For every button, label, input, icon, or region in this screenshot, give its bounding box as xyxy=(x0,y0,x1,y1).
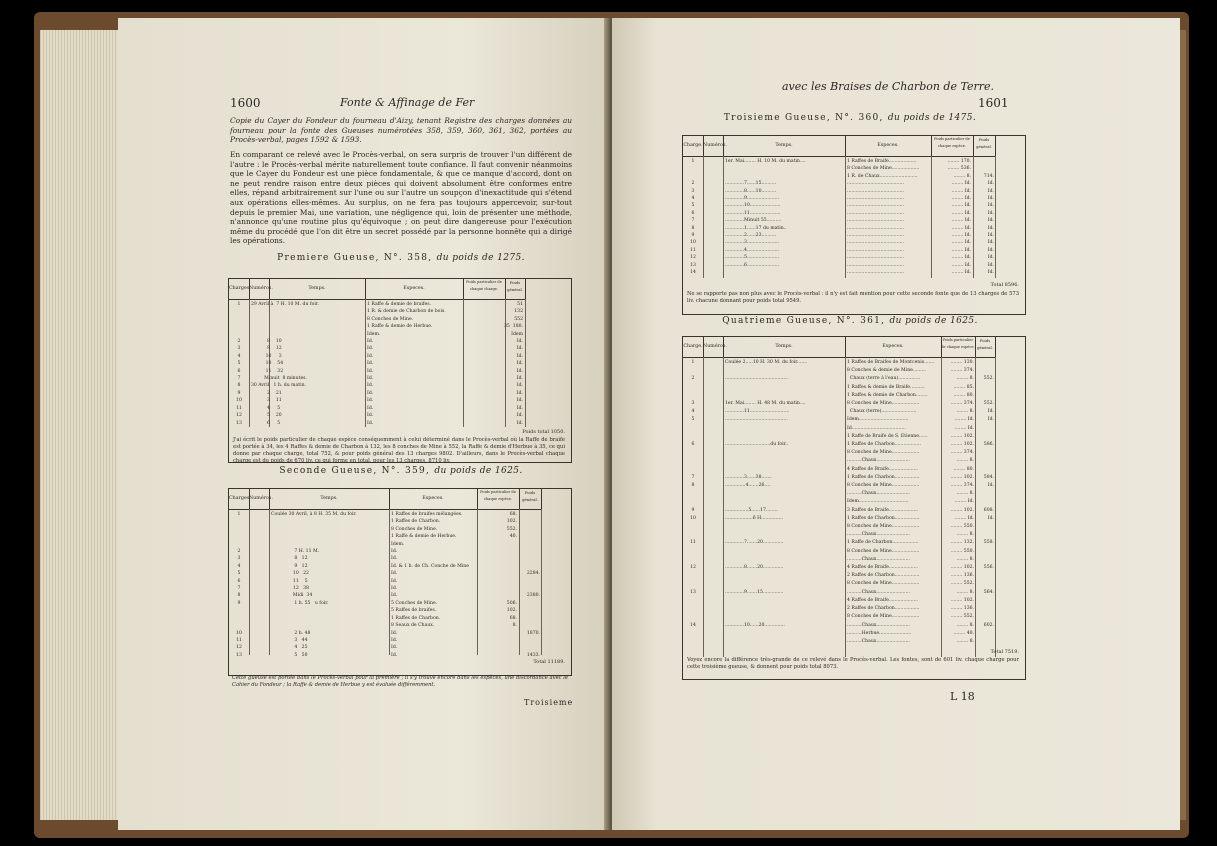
gueuse1-title xyxy=(230,253,572,263)
poids-column: ........ 130. ........ 374. ........ 8. ........ 85. ........ 80. ........ 374. ........ 8. ........ Id. ........ Id. ........ 102. ........ 102. ........ 374. ........ 8. ........ 80. ........ 102. ........ 374. ........ 8. ........ Id. ........ 102. ........ Id. ........ 550. ........ 8. ........ 132. ........ 550. ........ 8. ........ 102. ........ 136. ........ 552. ........ 8. ........ 102. ........ 136. ........ 552. ........ 8. ........ 40. ........ 8. xyxy=(950,360,974,644)
gueuse3-table xyxy=(682,135,1026,315)
temps-column: Coulée 2.....10 H. 30 M. du foir....... ........................................... 1er. Mai........ H. 48 M. du matin.... .............11........................... ........................................... ...............................du foir.. .............3......38....... ..............4.......26.... ................5......17........ ...................6 H............... .............7.......20.............. .............8.......20.............. .............9.......15.............. .............10......20.............. xyxy=(725,360,808,628)
col-header: Especes. xyxy=(389,489,478,510)
gueuse2-title-text: Seconde Gueuse, N°. 359, xyxy=(279,466,431,476)
gueuse1-note: J'ai écrit le poids particulier de chaque espèce conséquemment à celui déterminé dans le Procès-verbal où la Raffe de braife est portée à 34, les 4 Raffes & demie de Charbon à 132, les 8 conches de Mine à 552, la Raffe & demie d'Herbue à 35, ce qui donne par chaque charge, total 752, & pour poids général des 13 charges 9802. D'ailleurs, dans le Procès-verbal chaque charge est du poids de 670 liv. ce qui forme en total, pour les 13 charges, 8710 liv. xyxy=(233,437,565,464)
gueuse4-title-text: Quatrieme Gueuse, N°. 361, xyxy=(722,316,886,326)
poids-column: 68. 102. 552. 40. 506. 102. 68. 8. xyxy=(506,512,517,629)
col-header: Poids général. xyxy=(973,136,996,157)
col-header: Poids particulier de chaque espèce. xyxy=(941,337,976,358)
right-page xyxy=(612,18,1180,830)
gueuse3-title xyxy=(680,113,1020,123)
general-column: 714. Id. Id. Id. Id. Id. Id. Id. Id. Id. Id. Id. Id. Id. xyxy=(983,173,994,276)
col-divider xyxy=(525,299,526,427)
general-column: 2284. 2380. 1870. 1433. xyxy=(526,571,540,658)
left-page xyxy=(118,18,610,830)
col-header: Especes. xyxy=(845,136,932,157)
col-header: Charges. xyxy=(229,489,250,510)
col-divider xyxy=(995,156,996,278)
col-divider xyxy=(541,509,542,655)
page-edges xyxy=(40,30,120,820)
col-header: Numéros. xyxy=(703,337,724,358)
gueuse3-note: Ne se rapporte pas non plus avec le Procès-verbal : il n'y est fait mention pour cette seconde fonte que de 13 charges de 573 liv. chacune donnant pour poids total 9549. xyxy=(687,291,1019,304)
catchword: Troisieme xyxy=(524,698,574,707)
col-divider xyxy=(931,156,932,278)
col-header: Temps. xyxy=(723,136,846,157)
col-header: Charges. xyxy=(229,279,250,300)
col-divider xyxy=(365,299,366,427)
gueuse1-weight: du poids de 1275. xyxy=(436,253,525,263)
col-divider xyxy=(477,509,478,655)
gueuse2-table xyxy=(228,488,572,676)
gueuse3-total: Total 8596. xyxy=(990,282,1019,288)
col-header: Poids général. xyxy=(505,279,526,300)
col-divider xyxy=(703,357,704,657)
especes-column: 1 Raffes de braifes mélangées. 1 Raffes de Charbon. 8 Conches de Mine. 1 Raffe & demie de Herbue. Idem. Id. Id. Id. & 1 h. de Ch. Conche de Mine Id. Id. Id. Id. 5 Conches de Mine. 5 Raffes de braifes. 1 Raffes de Charbon. 8 Seaux de Chaux. Id. Id. Id. Id. xyxy=(391,512,469,658)
col-divider xyxy=(463,299,464,427)
gueuse3-title-text: Troisieme Gueuse, N°. 360, xyxy=(723,113,884,123)
especes-column: 1 Raffes de Braifes de Montcenis....... 8 Conches & demie de Mine......... Chaux (terre à l'eau)............... 1 Raffes & demie de Braife.......... 1 Raffes & demie de Charbon........ 8 Conches de Mine................... Chaux (terre)........................ Idem.................................. Id..................................... 1 Raffe de Braife de S. Etienne...... 1 Raffes de Charbon.................. 8 Conches de Mine................... ..........Chaux....................... 4 Raffes de Braife.................... 1 Raffes de Charbon................. 8 Conches de Mine................... ..........Chaux....................... Idem.................................. 3 Raffes de Braife.................... 1 Raffes de Charbon................. 8 Conches de Mine................... ..........Chaux....................... 1 Raffe de Charbon.................. 8 Conches de Mine................... ..........Chaux....................... 4 Raffes de Braife.................... 2 Raffes de Charbon................. 8 Conches de Mine................... ..........Chaux....................... 4 Raffes de Braife.................... 2 Raffes de Charbon................. 8 Conches de Mine................... ..........Chaux....................... ..........Herbue...................... ..........Chaux....................... xyxy=(847,360,935,644)
col-header: Poids particulier de chaque espèce. xyxy=(931,136,974,157)
gueuse4-title xyxy=(680,316,1020,326)
gueuse2-title xyxy=(230,466,572,476)
gueuse4-weight: du poids de 1625. xyxy=(889,316,978,326)
especes-column: 1 Raffes de Braife................... 8 Conches de Mine................... 1 R. de Chaux.......................... ....................................... ....................................... ....................................... ....................................... ....................................... ....................................... ....................................... ....................................... ....................................... ....................................... ....................................... ....................................... ....................................... xyxy=(847,159,920,276)
signature-mark: L 18 xyxy=(950,690,975,703)
general-column: 552. 552. Id. Id. 586. 584. Id. 608. Id. 558. 556. 564. 602. xyxy=(983,376,994,628)
temps-column: 1er. Mai........ H. 10 M. du matin.... .............7......15.......... .............8......10.......... .............9...................... .............10..................... .............11..................... .............Minuit 55.......... .............1......17 du matin.. .............2......23.......... .............3...................... .............4...................... .............5...................... .............6...................... xyxy=(725,159,806,268)
col-header: Numéros. xyxy=(703,136,724,157)
col-header: Numéros. xyxy=(249,489,270,510)
poids-column: 51 132 552 35 180. Idem Id. Id. Id. Id. Id. Id. Id. Id. Id. Id. Id. Id. xyxy=(504,302,523,426)
col-divider xyxy=(995,357,996,657)
page-number: 1601 xyxy=(978,96,1009,110)
col-header: Numéros. xyxy=(249,279,270,300)
charge-numbers: 1 2 3 4 5 6 7 8 9 10 11 12 13 xyxy=(236,512,242,658)
copie-paragraph: Copie du Cayer du Fondeur du fourneau d'Aizy, tenant Registre des charges données au fourneau pour la fonte des Gueuses numérotées 358, 359, 360, 361, 362, portées au Procès-verbal, pages 1592 & 1593. xyxy=(230,116,572,145)
gueuse1-title-text: Premiere Gueuse, N°. 358, xyxy=(277,253,433,263)
gueuse4-note: Voyez encore la différence très-grande de ce relevé dans le Procès-verbal. Les fontes, sont de 601 liv. chaque charge pour cette troisième gueuse, & donnent pour poids total 8073. xyxy=(687,657,1019,670)
col-divider xyxy=(845,357,846,657)
col-divider xyxy=(703,156,704,278)
col-header: Poids général. xyxy=(975,337,996,358)
gueuse4-total: Total 7519. xyxy=(990,649,1019,655)
col-divider xyxy=(845,156,846,278)
gueuse2-total: Total 11189. xyxy=(533,659,565,665)
col-header: Especes. xyxy=(365,279,464,300)
gueuse1-table xyxy=(228,278,572,463)
col-divider xyxy=(269,509,270,655)
running-head: Fonte & Affinage de Fer xyxy=(340,96,475,109)
col-divider xyxy=(723,357,724,657)
col-header: Temps. xyxy=(723,337,846,358)
running-head: avec les Braises de Charbon de Terre. xyxy=(782,80,994,93)
col-divider xyxy=(723,156,724,278)
col-divider xyxy=(389,509,390,655)
temps-column: 29 Avril à 7 H. 10 M. du foir. 8 10 9 12 10 3 10 54 11 32 Minuit 8 minutes. 30 Avril 1 h. du matin. 2 21 3 11 4 5 5 20 6 5 xyxy=(251,302,319,426)
gueuse2-note: Cette gueuse est portée dans le Procès-verbal pour la première ; il s'y trouve encore dans les espèces, une discordance avec le Cahier du Fondeur ; la Raffe & demie de Herbue y est évaluée différemment. xyxy=(232,675,568,688)
col-divider xyxy=(249,299,250,427)
col-header: Poids particulier de chaque espèce. xyxy=(477,489,520,510)
col-header: Poids particulier de chaque charge. xyxy=(463,279,506,300)
col-header: Charge. xyxy=(683,337,704,358)
gueuse1-total: Poids total 1050. xyxy=(522,429,565,435)
col-divider xyxy=(249,509,250,655)
especes-column: 1 Raffe & demie de braifes. 1 R. & demie de Charbon de bois. 8 Conches de Mine. 1 Raffe & demie de Herbue. Idem. Id. Id. Id. Id. Id. Id. Id. Id. Id. Id. Id. Id. xyxy=(367,302,446,426)
col-header: Especes. xyxy=(845,337,942,358)
col-header: Temps. xyxy=(269,489,390,510)
col-header: Poids général. xyxy=(519,489,542,510)
main-paragraph: En comparant ce relevé avec le Procès-verbal, on sera surpris de trouver l'un différent de l'autre : le Procès-verbal mérite naturellement toute confiance. Il faut convenir néanmoins que le Cayer du Fondeur est une pièce fondamentale, & que ce manque d'accord, dont on ne peut rendre raison entre deux pièces qui doivent absolument être conformes entre elles, répand arbitrairement sur l'une ou sur l'autre un soupçon d'inexactitude qui s'étend aux opérations elles-mêmes. Au surplus, on ne fera pas toujours appercevoir, sur-tout depuis le premier Mai, une variation, une négligence qui, loin de présenter une méthode, n'annonce qu'une routine plus qu'équivoque ; on peut dire dangereuse pour l'exécution même du procédé que l'on dit être un secret possédé par la personne honnête qui a dirigé les opérations. xyxy=(230,150,572,246)
col-header: Charge. xyxy=(683,136,704,157)
gueuse2-weight: du poids de 1625. xyxy=(434,466,523,476)
poids-column: ........ 170. ........ 536. ........ 8. ........ Id. ........ Id. ........ Id. ........ Id. ........ Id. ........ Id. ........ Id. ........ Id. ........ Id. ........ Id. ........ Id. ........ Id. ........ Id. xyxy=(947,159,971,276)
temps-column: Coulée 30 Avril, à 8 H. 35 M. du foir. 7 H. 11 M. 8 12 9 12 10 22 11 5 12 38 Midi 34 1 h. 55 u foir. 2 h. 48 3 44 4 25 5 50 xyxy=(271,512,357,658)
charge-numbers: 1 2 3 4 5 6 7 8 9 10 11 12 13 14 xyxy=(690,360,696,628)
page-number: 1600 xyxy=(230,96,261,110)
col-header: Temps. xyxy=(269,279,366,300)
gueuse4-table xyxy=(682,336,1026,680)
charge-numbers: 1 2 3 4 5 6 7 8 9 10 11 12 13 14 xyxy=(690,159,696,276)
charge-numbers: 1 2 3 4 5 6 7 8 9 10 11 12 13 xyxy=(236,302,242,426)
gueuse3-weight: du poids de 1475. xyxy=(887,113,977,123)
